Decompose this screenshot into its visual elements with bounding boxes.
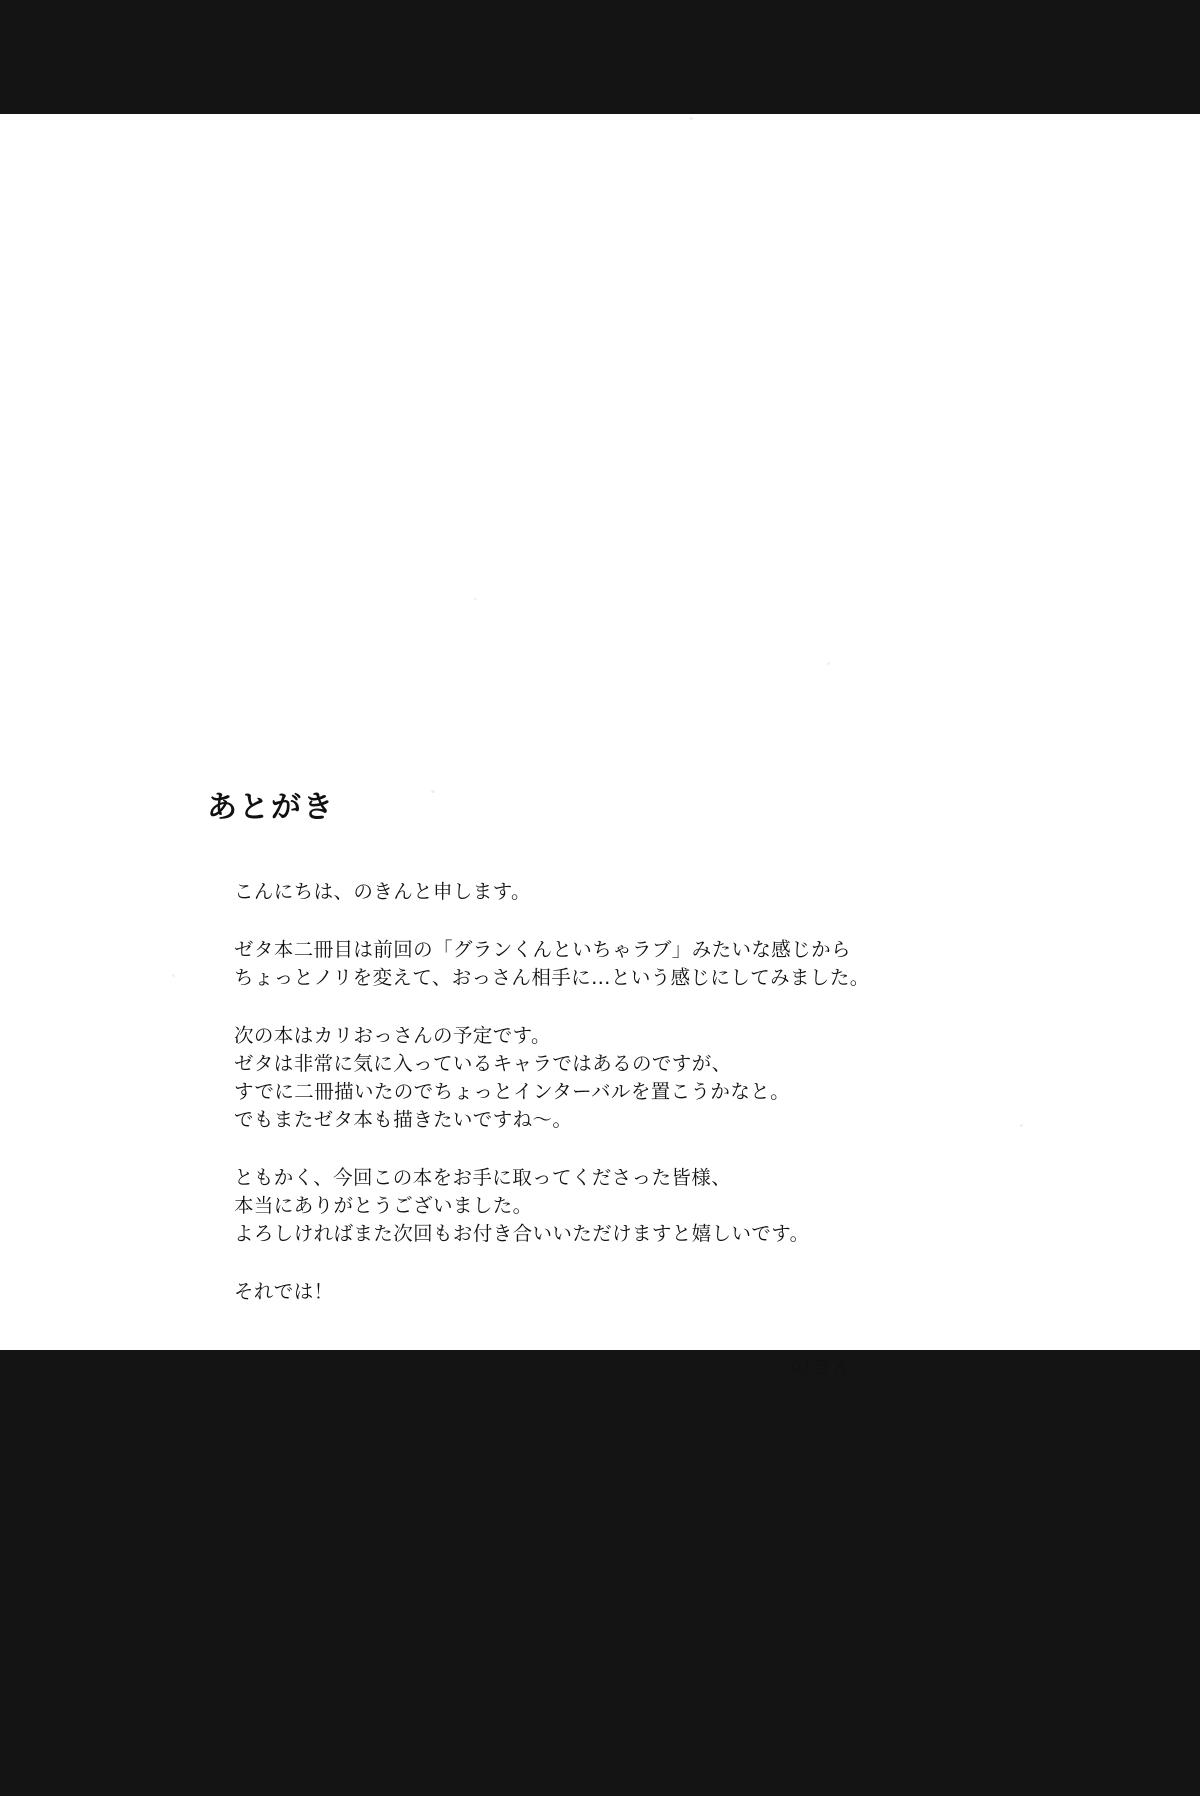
- author-signature: のきん: [790, 1354, 855, 1378]
- paragraph-closing: [234, 1278, 1007, 1306]
- bottom-black-border: [0, 1350, 1200, 1796]
- paragraph-greeting: [234, 878, 1007, 906]
- text-line: ちょっとノリを変えて、おっさん相手に…という感じにしてみました。: [234, 966, 870, 989]
- text-line: 次の本はカリおっさんの予定です。: [234, 1024, 551, 1047]
- text-line: 本当にありがとうございました。: [234, 1194, 533, 1217]
- text-line: ゼタは非常に気に入っているキャラではあるのですが、: [234, 1052, 732, 1075]
- text-line: よろしければまた次回もお付き合いいただけますと嬉しいです。: [234, 1222, 810, 1245]
- paragraph-about-this-book: [234, 936, 1007, 992]
- page-title: あとがき: [207, 790, 335, 825]
- paragraph-next-book: [234, 1022, 1007, 1134]
- text-line: ともかく、今回この本をお手に取ってくださった皆様、: [234, 1166, 732, 1189]
- text-line: こんにちは、のきんと申します。: [234, 880, 531, 903]
- top-black-border: [0, 0, 1200, 114]
- paragraph-thanks: [234, 1164, 1007, 1248]
- text-line: でもまたゼタ本も描きたいですね〜。: [234, 1108, 573, 1131]
- afterword-body: [234, 878, 1007, 1380]
- text-line: すでに二冊描いたのでちょっとインターバルを置こうかなと。: [234, 1080, 791, 1103]
- text-line: それでは！: [234, 1280, 334, 1303]
- afterword-content: [207, 782, 1007, 1380]
- text-line: ゼタ本二冊目は前回の「グランくんといちゃラブ」みたいな感じから: [234, 938, 851, 961]
